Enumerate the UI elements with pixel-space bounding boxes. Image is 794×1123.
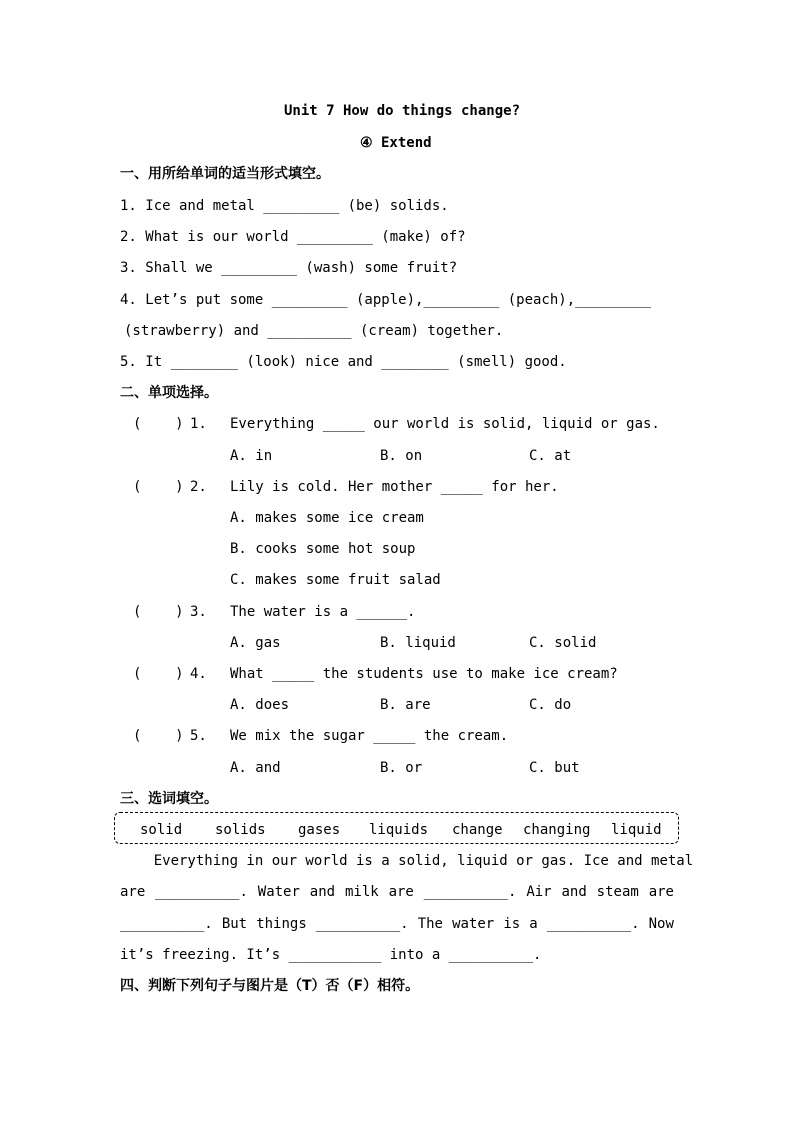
option-b: B. are [380,697,431,713]
answer-bracket: ( ) [133,479,184,495]
question-text: We mix the sugar _____ the cream. [230,728,509,744]
passage-word: a [529,916,538,932]
passage-word: Water [257,884,300,900]
answer-bracket: ( ) [133,416,184,432]
option-a: A. and [230,760,281,776]
question-text: Lily is cold. Her mother _____ for her. [230,479,559,495]
question-text: Everything _____ our world is solid, liquid or gas. [230,416,660,432]
passage-word: is [503,916,521,932]
question-number: 4. [190,666,207,682]
passage-word: are [120,884,146,900]
passage-word: and [309,884,336,900]
passage-word: milk [344,884,379,900]
section1-heading: 一、用所给单词的适当形式填空。 [120,166,330,182]
section4-heading: 四、判断下列句子与图片是（T）否（F）相符。 [120,978,420,994]
question-text: The water is a ______. [230,604,416,620]
passage-word: Air [526,884,552,900]
fill-item-1: 1. Ice and metal _________ (be) solids. [120,198,449,214]
fill-item-2: 2. What is our world _________ (make) of? [120,229,466,245]
option-b: B. liquid [380,635,456,651]
option-c: C. solid [529,635,597,651]
option-a: A. does [230,697,290,713]
passage-blank: __________. [315,916,409,932]
passage-word: Now [648,916,674,932]
passage-line-3 [120,915,674,933]
unit-title: Unit 7 How do things change? [284,103,521,119]
passage-line-4: it’s freezing. It’s ___________ into a __________. [120,947,542,963]
question-number: 1. [190,416,207,432]
passage-blank: __________. [423,884,517,900]
option-c: C. do [529,697,572,713]
word-bank-word: change [452,822,503,838]
passage-line-2 [120,883,674,901]
passage-word: steam [596,884,639,900]
answer-bracket: ( ) [133,666,184,682]
option-b: B. or [380,760,423,776]
word-bank-word: solids [215,822,266,838]
word-bank-word: liquids [369,822,429,838]
question-number: 3. [190,604,207,620]
passage-word: But [221,916,248,932]
passage-word: are [388,884,414,900]
question-number: 2. [190,479,207,495]
option-c: C. but [529,760,580,776]
option-b: B. cooks some hot soup [230,541,416,557]
option-b: B. on [380,448,423,464]
passage-blank: __________. [546,916,640,932]
fill-item-5: 5. It ________ (look) nice and ________ (smell) good. [120,354,567,370]
word-bank-word: liquid [611,822,662,838]
word-bank-box [114,812,679,844]
word-bank-word: solid [140,822,183,838]
passage-word: The [417,916,443,932]
passage-word: water [452,916,495,932]
option-a: A. in [230,448,273,464]
question-number: 5. [190,728,207,744]
question-text: What _____ the students use to make ice cream? [230,666,618,682]
passage-word: and [561,884,587,900]
option-c: C. makes some fruit salad [230,572,441,588]
answer-bracket: ( ) [133,604,184,620]
passage-blank: __________. [120,916,213,932]
passage-word: are [648,884,674,900]
passage-blank: __________. [155,884,248,900]
fill-item-3: 3. Shall we _________ (wash) some fruit? [120,260,458,276]
lesson-subtitle: ④ Extend [360,135,432,151]
section2-heading: 二、单项选择。 [120,385,218,401]
passage-line-1: Everything in our world is a solid, liquid or gas. Ice and metal [120,853,694,869]
word-bank-word: changing [523,822,591,838]
option-a: A. makes some ice cream [230,510,424,526]
option-a: A. gas [230,635,281,651]
section3-heading: 三、选词填空。 [120,791,218,807]
answer-bracket: ( ) [133,728,184,744]
passage-word: things [256,916,307,932]
word-bank-word: gases [298,822,341,838]
fill-item-4: 4. Let’s put some _________ (apple),_________ (peach),_________ [120,292,652,308]
fill-item-4-cont: (strawberry) and __________ (cream) together. [124,323,504,339]
option-c: C. at [529,448,572,464]
